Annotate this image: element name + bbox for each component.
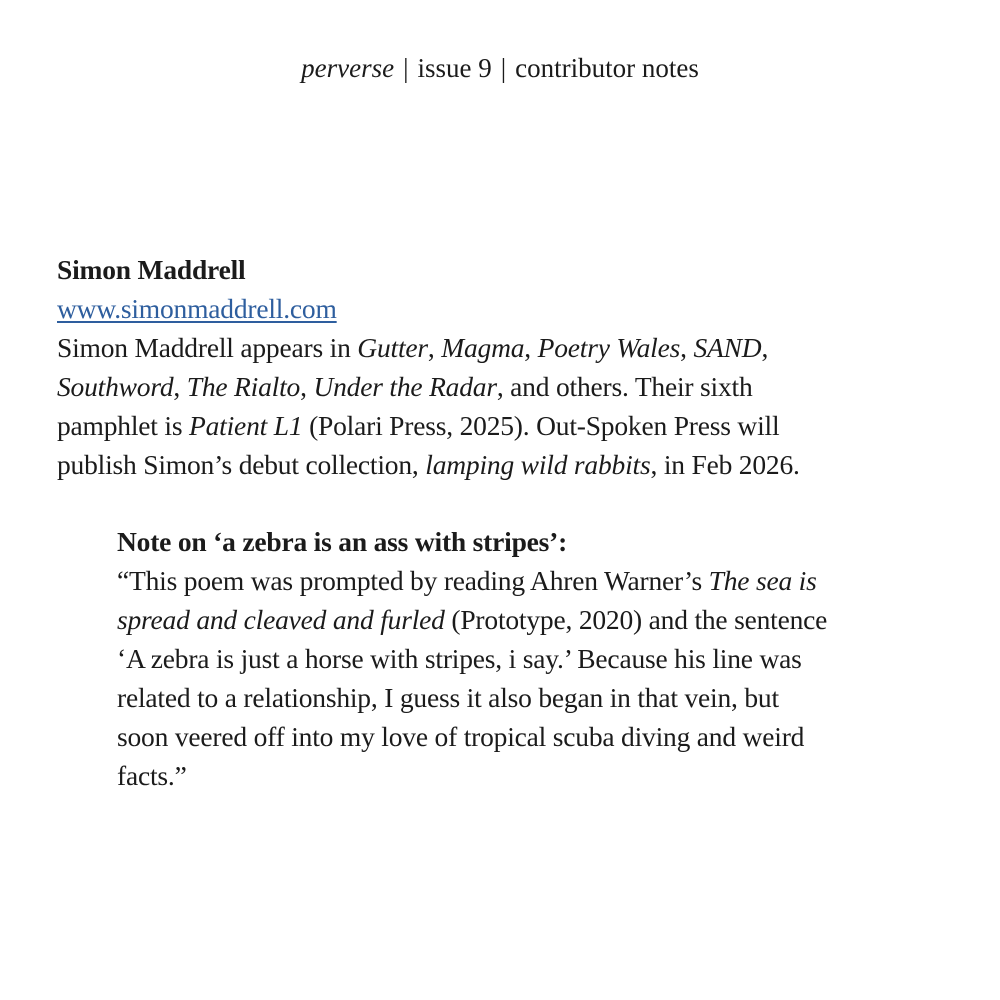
text-segment: Simon Maddrell appears in <box>57 332 358 363</box>
italic-text-segment: Gutter <box>357 332 428 363</box>
italic-text-segment: Southword <box>57 371 174 402</box>
website-link[interactable]: www.simonmaddrell.com <box>57 293 337 324</box>
section-label: contributor notes <box>515 53 699 83</box>
italic-text-segment: Under the Radar <box>313 371 497 402</box>
text-segment: “This poem was prompted by reading Ahren Warner’s <box>117 565 709 596</box>
text-segment: , <box>300 371 314 402</box>
journal-title: perverse <box>301 53 395 83</box>
text-segment: publish Simon’s debut collection, <box>57 449 426 480</box>
issue-label: issue 9 <box>417 53 492 83</box>
italic-text-segment: SAND <box>693 332 762 363</box>
website-line <box>57 289 970 328</box>
italic-text-segment: Patient L1 <box>189 410 303 441</box>
contributor-entry <box>57 250 970 795</box>
text-segment: related to a relationship, I guess it also began in that vein, but <box>117 682 779 713</box>
italic-text-segment: Poetry Wales <box>537 332 681 363</box>
note-block <box>117 522 970 795</box>
text-segment: , <box>427 332 442 363</box>
italic-text-segment: The sea is <box>708 565 817 596</box>
text-segment: (Polari Press, 2025). Out-Spoken Press will <box>302 410 780 441</box>
page-header <box>0 0 1000 84</box>
text-segment: soon veered off into my love of tropical scuba diving and weird <box>117 721 805 752</box>
contributor-name: Simon Maddrell <box>57 254 246 285</box>
italic-text-segment: Magma <box>441 332 525 363</box>
text-segment: (Prototype, 2020) and the sentence <box>444 604 828 635</box>
text-segment: , <box>761 332 769 363</box>
note-body <box>117 561 970 795</box>
note-heading: Note on ‘a zebra is an ass with stripes’: <box>117 526 568 557</box>
text-segment: , <box>680 332 694 363</box>
text-segment: ‘A zebra is just a horse with stripes, i say.’ Because his line was <box>117 643 802 674</box>
contributor-bio <box>57 328 970 484</box>
italic-text-segment: lamping wild rabbits <box>425 449 651 480</box>
text-segment: , <box>524 332 538 363</box>
italic-text-segment: spread and cleaved and furled <box>117 604 445 635</box>
italic-text-segment: The Rialto <box>186 371 301 402</box>
text-segment: , and others. Their sixth <box>496 371 753 402</box>
text-segment: , <box>173 371 187 402</box>
text-segment: facts.” <box>117 760 187 791</box>
text-segment: pamphlet is <box>57 410 190 441</box>
header-separator: | <box>403 53 409 83</box>
header-separator: | <box>500 53 507 83</box>
text-segment: , in Feb 2026. <box>650 449 800 480</box>
